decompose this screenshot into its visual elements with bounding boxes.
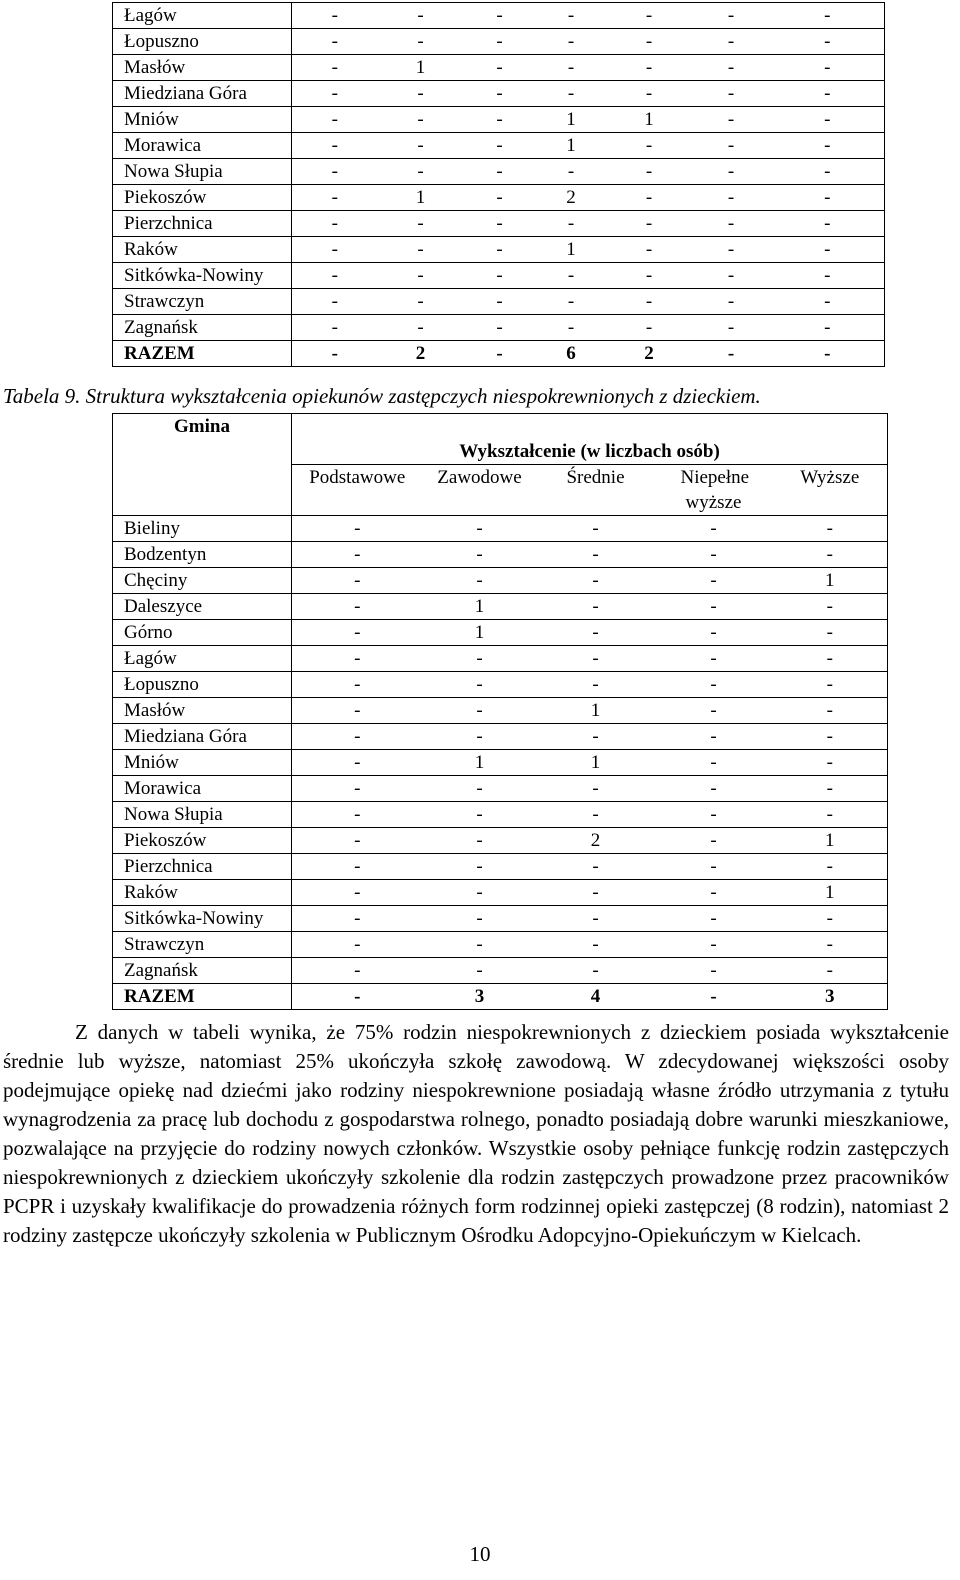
table-cell: - bbox=[378, 29, 464, 55]
table-cell: - bbox=[537, 620, 655, 646]
table-cell: 1 bbox=[378, 55, 464, 81]
table-row bbox=[113, 289, 885, 315]
gmina-name: Bodzentyn bbox=[113, 542, 292, 568]
table-row bbox=[113, 133, 885, 159]
table-cell: - bbox=[771, 185, 885, 211]
table-cell: - bbox=[464, 81, 536, 107]
table-cell: - bbox=[655, 932, 773, 958]
table-cell: 2 bbox=[536, 185, 607, 211]
table-cell: - bbox=[423, 802, 537, 828]
table-cell: - bbox=[292, 698, 423, 724]
gmina-name: Sitkówka-Nowiny bbox=[113, 263, 292, 289]
table-9 bbox=[112, 413, 888, 1010]
table-cell: - bbox=[655, 620, 773, 646]
table-cell: - bbox=[378, 315, 464, 341]
gmina-name: Łopuszno bbox=[113, 29, 292, 55]
table-cell: - bbox=[771, 341, 885, 367]
table-row bbox=[113, 185, 885, 211]
table-cell: - bbox=[655, 568, 773, 594]
table-cell: - bbox=[464, 185, 536, 211]
gmina-name: Daleszyce bbox=[113, 594, 292, 620]
table-cell: - bbox=[607, 159, 692, 185]
table-cell: - bbox=[607, 55, 692, 81]
table-cell: - bbox=[692, 263, 771, 289]
column-header: Średnie bbox=[537, 465, 655, 516]
table-cell: - bbox=[292, 672, 423, 698]
table-row bbox=[113, 29, 885, 55]
table-cell: - bbox=[773, 594, 888, 620]
table-cell: - bbox=[423, 724, 537, 750]
table-cell: - bbox=[378, 81, 464, 107]
table-row bbox=[113, 516, 888, 542]
table-row bbox=[113, 211, 885, 237]
gmina-header: Gmina bbox=[113, 414, 292, 516]
table-cell: - bbox=[292, 828, 423, 854]
table-cell: - bbox=[537, 802, 655, 828]
table-cell: - bbox=[771, 211, 885, 237]
table-cell: - bbox=[378, 159, 464, 185]
table-cell: - bbox=[655, 724, 773, 750]
table-row bbox=[113, 568, 888, 594]
table-cell: - bbox=[771, 107, 885, 133]
table-cell: - bbox=[292, 315, 378, 341]
gmina-name: Mniów bbox=[113, 750, 292, 776]
table-cell: - bbox=[378, 237, 464, 263]
table-cell: - bbox=[773, 698, 888, 724]
table-cell: - bbox=[423, 906, 537, 932]
table-cell: - bbox=[655, 854, 773, 880]
table-cell: - bbox=[292, 958, 423, 984]
table-cell: 3 bbox=[773, 984, 888, 1010]
table-cell: - bbox=[692, 29, 771, 55]
gmina-name: Zagnańsk bbox=[113, 958, 292, 984]
table-cell: - bbox=[607, 263, 692, 289]
table-cell: - bbox=[771, 237, 885, 263]
table-cell: 1 bbox=[773, 568, 888, 594]
gmina-name: Raków bbox=[113, 237, 292, 263]
gmina-name: Pierzchnica bbox=[113, 211, 292, 237]
table-cell: - bbox=[536, 3, 607, 29]
table-cell: 1 bbox=[773, 828, 888, 854]
table-cell: - bbox=[607, 185, 692, 211]
table-cell: - bbox=[292, 542, 423, 568]
table-cell: - bbox=[423, 516, 537, 542]
table-row bbox=[113, 237, 885, 263]
table-cell: - bbox=[464, 341, 536, 367]
table-cell: - bbox=[537, 932, 655, 958]
table-cell: - bbox=[537, 776, 655, 802]
table-row bbox=[113, 906, 888, 932]
table-row bbox=[113, 750, 888, 776]
table-cell: - bbox=[292, 263, 378, 289]
table-cell: - bbox=[607, 289, 692, 315]
table-row bbox=[113, 802, 888, 828]
table-cell: - bbox=[655, 880, 773, 906]
table-cell: - bbox=[655, 672, 773, 698]
table-cell: 1 bbox=[423, 750, 537, 776]
table-cell: - bbox=[692, 107, 771, 133]
table-cell: - bbox=[655, 516, 773, 542]
table-cell: 1 bbox=[537, 750, 655, 776]
table-cell: - bbox=[292, 906, 423, 932]
table-row bbox=[113, 646, 888, 672]
table-cell: - bbox=[655, 594, 773, 620]
table-cell: - bbox=[771, 133, 885, 159]
table-cell: - bbox=[536, 29, 607, 55]
table-cell: - bbox=[292, 185, 378, 211]
table-cell: - bbox=[536, 289, 607, 315]
table-cell: - bbox=[773, 542, 888, 568]
table-cell: - bbox=[692, 185, 771, 211]
gmina-name: Łagów bbox=[113, 3, 292, 29]
table-cell: - bbox=[607, 211, 692, 237]
gmina-name: Łopuszno bbox=[113, 672, 292, 698]
table-cell: - bbox=[773, 750, 888, 776]
table-cell: - bbox=[773, 724, 888, 750]
column-header: Niepełne wyższe bbox=[655, 465, 773, 516]
table-row bbox=[113, 854, 888, 880]
table-cell: - bbox=[537, 646, 655, 672]
table-cell: - bbox=[692, 289, 771, 315]
gmina-name: Miedziana Góra bbox=[113, 81, 292, 107]
table-cell: - bbox=[378, 133, 464, 159]
table-cell: - bbox=[378, 3, 464, 29]
total-row bbox=[113, 984, 888, 1010]
table-cell: - bbox=[378, 289, 464, 315]
table-row bbox=[113, 159, 885, 185]
table-cell: - bbox=[464, 3, 536, 29]
table-cell: - bbox=[537, 724, 655, 750]
table-cell: - bbox=[537, 516, 655, 542]
table-cell: - bbox=[292, 594, 423, 620]
table-cell: - bbox=[423, 542, 537, 568]
table-cell: - bbox=[773, 932, 888, 958]
table-cell: - bbox=[292, 750, 423, 776]
table-row bbox=[113, 880, 888, 906]
total-row bbox=[113, 341, 885, 367]
table-cell: - bbox=[464, 263, 536, 289]
table-cell: - bbox=[655, 646, 773, 672]
gmina-name: Masłów bbox=[113, 698, 292, 724]
table-cell: - bbox=[771, 315, 885, 341]
table-cell: - bbox=[773, 776, 888, 802]
table-cell: - bbox=[771, 289, 885, 315]
table-cell: - bbox=[423, 776, 537, 802]
gmina-name: Górno bbox=[113, 620, 292, 646]
table-cell: - bbox=[378, 107, 464, 133]
table-cell: - bbox=[423, 932, 537, 958]
table-row bbox=[113, 958, 888, 984]
table-cell: - bbox=[537, 854, 655, 880]
table-cell: - bbox=[292, 854, 423, 880]
table-cell: - bbox=[692, 211, 771, 237]
table-cell: - bbox=[773, 620, 888, 646]
table-cell: - bbox=[423, 828, 537, 854]
table-cell: - bbox=[692, 159, 771, 185]
table-cell: - bbox=[292, 3, 378, 29]
table-cell: - bbox=[771, 55, 885, 81]
table-cell: - bbox=[607, 29, 692, 55]
table-row bbox=[113, 55, 885, 81]
gmina-name: Pierzchnica bbox=[113, 854, 292, 880]
table-cell: - bbox=[292, 646, 423, 672]
table-cell: - bbox=[655, 542, 773, 568]
gmina-name: Piekoszów bbox=[113, 185, 292, 211]
table-cell: - bbox=[464, 237, 536, 263]
column-header: Podstawowe bbox=[292, 465, 423, 516]
table-cell: - bbox=[607, 3, 692, 29]
table-row bbox=[113, 3, 885, 29]
table-cell: - bbox=[292, 932, 423, 958]
table-cell: - bbox=[771, 263, 885, 289]
gmina-name: Sitkówka-Nowiny bbox=[113, 906, 292, 932]
table-cell: - bbox=[464, 29, 536, 55]
table-row bbox=[113, 594, 888, 620]
table-row bbox=[113, 107, 885, 133]
table-row bbox=[113, 932, 888, 958]
table-row bbox=[113, 263, 885, 289]
gmina-name: RAZEM bbox=[113, 984, 292, 1010]
gmina-name: Strawczyn bbox=[113, 932, 292, 958]
table-cell: - bbox=[692, 81, 771, 107]
table-cell: - bbox=[773, 958, 888, 984]
table-cell: - bbox=[292, 211, 378, 237]
table-cell: - bbox=[378, 263, 464, 289]
gmina-name: Raków bbox=[113, 880, 292, 906]
table-cell: - bbox=[536, 263, 607, 289]
column-header: Wyższe bbox=[773, 465, 888, 516]
table-cell: - bbox=[537, 542, 655, 568]
table-row bbox=[113, 672, 888, 698]
table-cell: - bbox=[292, 724, 423, 750]
table-cell: - bbox=[655, 984, 773, 1010]
table-cell: 1 bbox=[607, 107, 692, 133]
table-cell: - bbox=[692, 315, 771, 341]
table-row bbox=[113, 698, 888, 724]
table-cell: - bbox=[773, 802, 888, 828]
table-cell: - bbox=[292, 568, 423, 594]
table-cell: - bbox=[537, 958, 655, 984]
table-cell: - bbox=[771, 3, 885, 29]
gmina-name: Zagnańsk bbox=[113, 315, 292, 341]
table-cell: - bbox=[292, 81, 378, 107]
table-cell: - bbox=[537, 880, 655, 906]
table-cell: 1 bbox=[537, 698, 655, 724]
gmina-name: Bieliny bbox=[113, 516, 292, 542]
table-cell: 1 bbox=[536, 107, 607, 133]
table-cell: - bbox=[655, 776, 773, 802]
table-cell: - bbox=[423, 646, 537, 672]
table-row bbox=[113, 620, 888, 646]
table-cell: 1 bbox=[536, 237, 607, 263]
table-cell: 3 bbox=[423, 984, 537, 1010]
table-cell: - bbox=[607, 315, 692, 341]
table-cell: - bbox=[773, 516, 888, 542]
table-row bbox=[113, 828, 888, 854]
table-row bbox=[113, 315, 885, 341]
gmina-name: Masłów bbox=[113, 55, 292, 81]
table-cell: - bbox=[655, 802, 773, 828]
gmina-name: Morawica bbox=[113, 133, 292, 159]
table-cell: - bbox=[292, 880, 423, 906]
paragraph-text: Z danych w tabeli wynika, że 75% rodzin niespokrewnionych z dzieckiem posiada wykształcenie średnie lub wyższe, natomiast 25% ukończyła szkołę zawodową. W zdecydowanej większości osoby podejmujące opiekę nad dziećmi jako rodziny niespokrewnione posiadają własne źródło utrzymania z tytułu wynagrodzenia za pracę lub dochodu z gospodarstwa rolnego, ponadto posiadają dobre warunki mieszkaniowe, pozwalające na przyjęcie do rodziny nowych członków. Wszystkie osoby pełniące funkcję rodzin zastępczych niespokrewnionych z dzieckiem ukończyły szkolenie dla rodzin zastępczych prowadzone przez pracowników PCPR i uzyskały kwalifikacje do prowadzenia różnych form rodzinnej opieki zastępczej (8 rodzin), natomiast 2 rodziny zastępcze ukończyły szkolenia w Publicznym Ośrodku Adopcyjno-Opiekuńczym w Kielcach. bbox=[3, 1020, 949, 1247]
table-cell: - bbox=[292, 29, 378, 55]
table-cell: - bbox=[771, 81, 885, 107]
table-cell: - bbox=[423, 854, 537, 880]
table-cell: - bbox=[692, 55, 771, 81]
gmina-name: Miedziana Góra bbox=[113, 724, 292, 750]
education-group-header: Wykształcenie (w liczbach osób) bbox=[292, 414, 888, 465]
table-cell: - bbox=[292, 159, 378, 185]
table-cell: - bbox=[771, 159, 885, 185]
gmina-name: Nowa Słupia bbox=[113, 159, 292, 185]
table-cell: 2 bbox=[607, 341, 692, 367]
table-cell: - bbox=[655, 906, 773, 932]
table-cell: - bbox=[773, 672, 888, 698]
table-cell: - bbox=[773, 646, 888, 672]
table-cell: 1 bbox=[773, 880, 888, 906]
table-row bbox=[113, 542, 888, 568]
table-cell: - bbox=[655, 750, 773, 776]
table-cell: - bbox=[771, 29, 885, 55]
table-cell: - bbox=[292, 984, 423, 1010]
table-cell: - bbox=[292, 802, 423, 828]
table-cell: - bbox=[607, 81, 692, 107]
table-cell: - bbox=[423, 958, 537, 984]
gmina-name: Morawica bbox=[113, 776, 292, 802]
table-cell: - bbox=[464, 211, 536, 237]
table-cell: - bbox=[536, 211, 607, 237]
table-cell: 6 bbox=[536, 341, 607, 367]
table-cell: 2 bbox=[537, 828, 655, 854]
table-cell: - bbox=[464, 315, 536, 341]
table-cell: 2 bbox=[378, 341, 464, 367]
table-cell: - bbox=[607, 237, 692, 263]
table-cell: - bbox=[464, 107, 536, 133]
table-cell: - bbox=[692, 341, 771, 367]
table-cell: - bbox=[773, 854, 888, 880]
table-cell: 4 bbox=[537, 984, 655, 1010]
table-cell: - bbox=[292, 620, 423, 646]
table-cell: - bbox=[292, 133, 378, 159]
table-cell: - bbox=[464, 133, 536, 159]
table-cell: - bbox=[292, 289, 378, 315]
gmina-name: Strawczyn bbox=[113, 289, 292, 315]
table-cell: - bbox=[464, 159, 536, 185]
gmina-name: Łagów bbox=[113, 646, 292, 672]
table-cell: - bbox=[537, 594, 655, 620]
table-cell: - bbox=[292, 341, 378, 367]
table-cell: - bbox=[536, 55, 607, 81]
table-cell: - bbox=[692, 237, 771, 263]
table-cell: - bbox=[292, 776, 423, 802]
table-cell: - bbox=[423, 672, 537, 698]
table-cell: - bbox=[423, 568, 537, 594]
table-cell: - bbox=[378, 211, 464, 237]
table-cell: - bbox=[292, 516, 423, 542]
gmina-name: Piekoszów bbox=[113, 828, 292, 854]
page-number: 10 bbox=[469, 1542, 491, 1566]
table-cell: - bbox=[655, 958, 773, 984]
table-8-continuation bbox=[112, 2, 885, 367]
table-cell: - bbox=[536, 81, 607, 107]
table-cell: - bbox=[292, 107, 378, 133]
table-cell: - bbox=[536, 315, 607, 341]
table-cell: - bbox=[464, 55, 536, 81]
table-cell: 1 bbox=[423, 594, 537, 620]
table-row bbox=[113, 81, 885, 107]
table-cell: - bbox=[423, 698, 537, 724]
table-cell: - bbox=[536, 159, 607, 185]
table-9-caption: Tabela 9. Struktura wykształcenia opiekunów zastępczych niespokrewnionych z dzieckiem. bbox=[3, 384, 761, 408]
table-cell: - bbox=[464, 289, 536, 315]
table-cell: - bbox=[292, 237, 378, 263]
table-cell: 1 bbox=[536, 133, 607, 159]
table-cell: - bbox=[607, 133, 692, 159]
table-cell: - bbox=[423, 880, 537, 906]
table-cell: - bbox=[773, 906, 888, 932]
table-row bbox=[113, 776, 888, 802]
table-cell: 1 bbox=[378, 185, 464, 211]
table-cell: - bbox=[537, 906, 655, 932]
gmina-name: RAZEM bbox=[113, 341, 292, 367]
table-cell: - bbox=[537, 568, 655, 594]
table-row bbox=[113, 724, 888, 750]
table-cell: - bbox=[655, 828, 773, 854]
gmina-name: Mniów bbox=[113, 107, 292, 133]
table-cell: 1 bbox=[423, 620, 537, 646]
table-cell: - bbox=[655, 698, 773, 724]
table-cell: - bbox=[692, 133, 771, 159]
gmina-name: Chęciny bbox=[113, 568, 292, 594]
column-header: Zawodowe bbox=[423, 465, 537, 516]
table-cell: - bbox=[292, 55, 378, 81]
gmina-name: Nowa Słupia bbox=[113, 802, 292, 828]
table-cell: - bbox=[692, 3, 771, 29]
table-cell: - bbox=[537, 672, 655, 698]
body-paragraph bbox=[3, 1018, 949, 1250]
